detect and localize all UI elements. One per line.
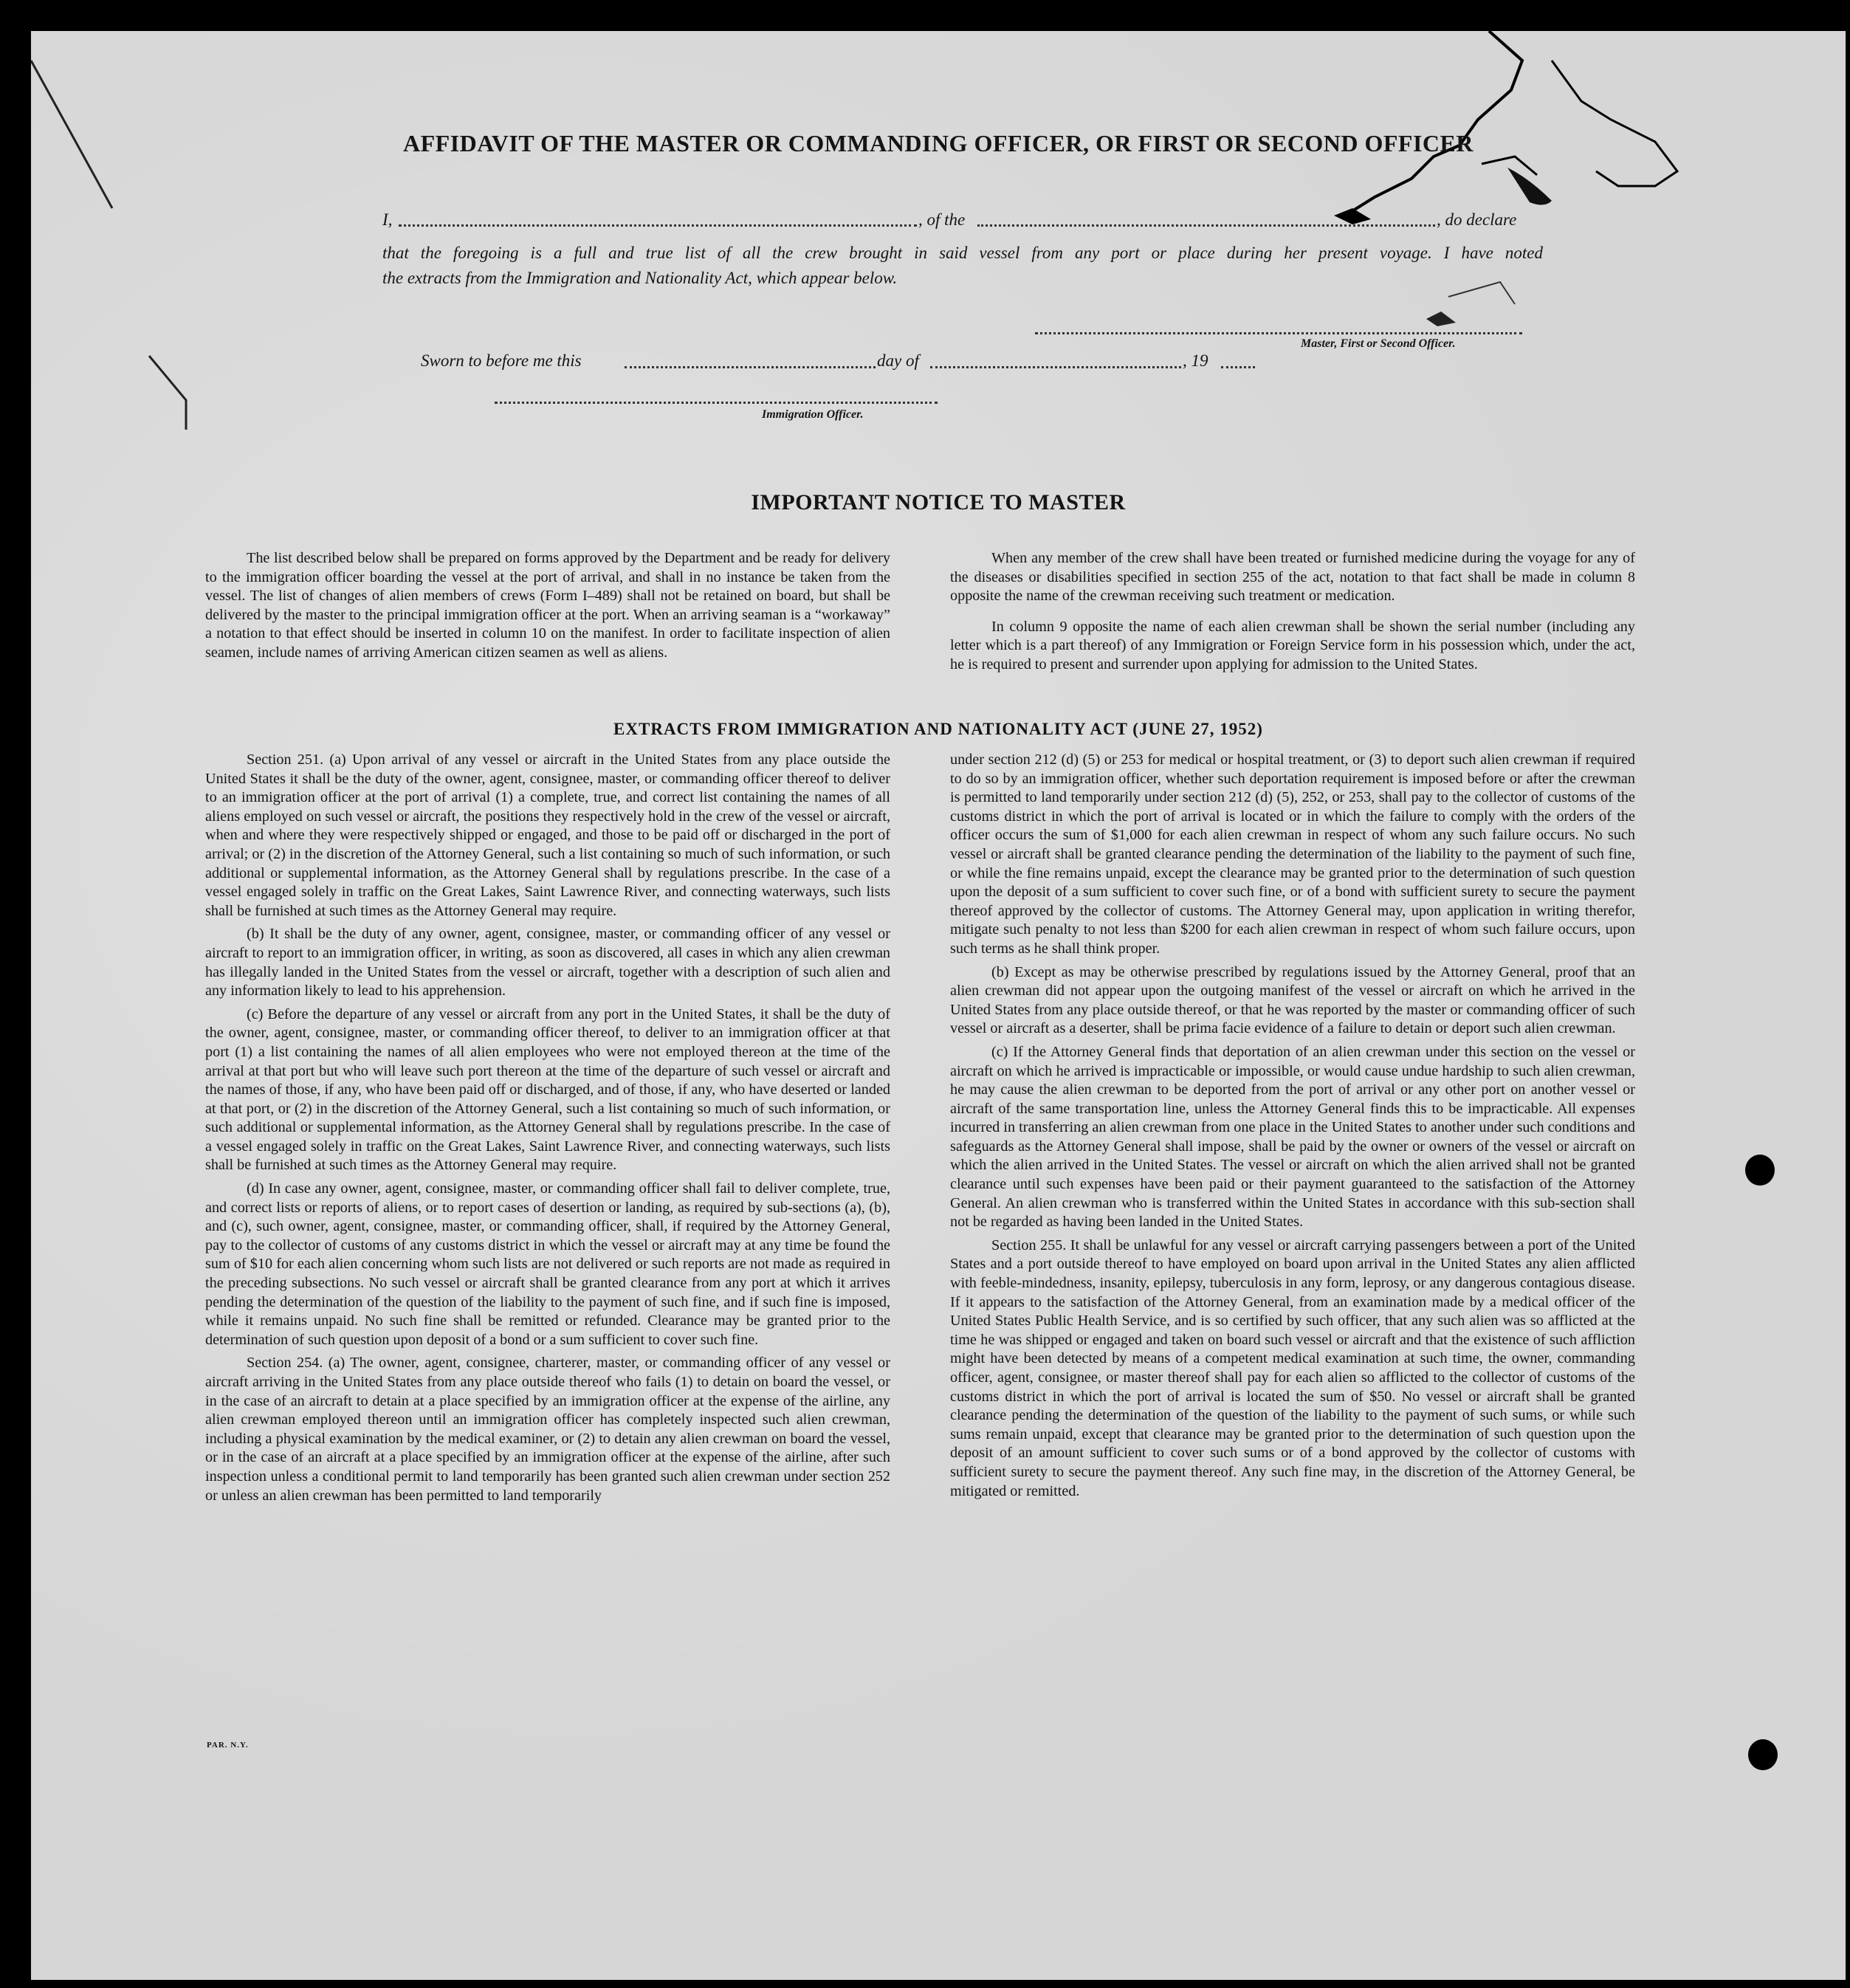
section-251c: (c) Before the departure of any vessel or aircraft from any port in the United States, it shall be the duty of the owner, agent, consignee, master, or commanding officer thereof, to deliver to an immigration officer at that port (1) a list containing the names of all alien employees who were not employed thereon at the time of the arrival at that port but who will leave such port thereon at the time of the departure of such vessel or aircraft and the names of those, if any, who have been paid off or discharged, and of those, if any, who have deserted or landed at that port, or (2) in the discretion of the Attorney General, such a list containing so much of such information, or such additional or supplemental information, as the Attorney General shall by regulations prescribe. In the case of a vessel engaged solely in traffic on the Great Lakes, Saint Lawrence River, and connecting waterways, such lists shall be furnished at such times as the Attorney General may require. [205,1005,890,1174]
printer-mark: PAR. N.Y. [207,1741,249,1750]
section-251b: (b) It shall be the duty of any owner, agent, consignee, master, or commanding officer of any vessel or aircraft to report to an immigration officer, in writing, as soon as discovered, all cases in which any alien crewman has illegally landed in the United States from the vessel or aircraft, together with a description of such alien and any information likely to lead to his apprehension. [205,926,890,1000]
notice-right-column [950,549,1635,679]
do-declare-label: , do declare [1437,210,1517,229]
of-the-label: , of the [918,210,966,229]
master-signature-field[interactable] [1035,332,1522,334]
extracts-right-column [950,751,1635,1505]
vessel-field[interactable] [977,224,1435,227]
affidavit-line-2: the extracts from the Immigration and Nationality Act, which appear below. [382,269,898,287]
sworn-month-field[interactable] [930,366,1181,368]
section-255: Section 255. It shall be unlawful for any vessel or aircraft carrying passengers between a port of the United States and a port outside thereof to have employed on board upon arrival in the United States any alien afflicted with feeble-mindedness, insanity, epilepsy, tuberculosis in any form, leprosy, or any dangerous contagious disease. If it appears to the satisfaction of the Attorney General, from an examination made by a medical officer of the United States Public Health Service, and is so certified by such officer, that any such alien was so afflicted at the time he was shipped or engaged and taken on board such vessel or aircraft and that the existence of such affliction might have been detected by means of a competent medical examination at such time, the owner, commanding officer, agent, consignee, or master thereof shall pay for each alien so afflicted to the collector of customs of the customs district in which the port of arrival is located the sum of $50. No vessel or aircraft shall be granted clearance pending the determination of the question of the liability to the payment of such sums, or while such sums remain unpaid, except that clearance may be granted prior to the determination of such question upon the deposit of an amount sufficient to cover such sums or of a bond approved by the collector of customs with sufficient surety to secure the payment thereof. Any such fine may, in the discretion of the Attorney General, be mitigated or remitted. [950,1237,1635,1499]
section-251a: Section 251. (a) Upon arrival of any vessel or aircraft in the United States from any place outside the United States it shall be the duty of the owner, agent, consignee, master, or commanding officer thereof to deliver to an immigration officer at the port of arrival (1) a complete, true, and correct list containing the names of all aliens employed on such vessel or aircraft, the positions they respectively hold in the crew of the vessel or aircraft, when and where they were respectively shipped or engaged, and those to be paid off or discharged in the port of arrival; or (2) in the discretion of the Attorney General, such a list containing so much of such information, or such additional or supplemental information, as the Attorney General shall by regulations prescribe. In the case of a vessel engaged solely in traffic on the Great Lakes, Saint Lawrence River, and connecting waterways, such lists shall be furnished at such times as the Attorney General may require. [205,751,890,919]
year-label: , 19 [1183,351,1208,370]
section-254b: (b) Except as may be otherwise prescribed by regulations issued by the Attorney General, proof that an alien crewman did not appear upon the outgoing manifest of the vessel or aircraft on which he arrived in the United States from any place outside thereof, or that he was reported by the master or commanding officer of such vessel or aircraft as a deserter, shall be prima facie evidence of a failure to detain or deport such alien crewman. [950,963,1635,1037]
day-of-label: day of [877,351,919,370]
notice-right-paragraph-1: When any member of the crew shall have been treated or furnished medicine during the voyage for any of the diseases or disabilities specified in section 255 of the act, notation to that fact shall be made in column 8 opposite the name of the crewman receiving such treatment or medication. [950,550,1635,605]
section-254a-continued: under section 212 (d) (5) or 253 for medical or hospital treatment, or (3) to deport such alien crewman if required to do so by an immigration officer, whether such deportation requirement is imposed before or after the crewman is permitted to land temporarily under section 212 (d) (5), 252, or 253, shall pay to the collector of customs of the customs district in which the port of arrival is located or in which the failure to comply with the orders of the officer occurs the sum of $1,000 for each alien crewman in respect of whom any such failure occurs. No such vessel or aircraft shall be granted clearance pending the determination of the liability to the payment of such fine, or while the fine remains unpaid, except the clearance may be granted prior to the determination of such question upon the deposit of a sum sufficient to cover such fine, or of a bond with sufficient surety to secure the payment thereof approved by the collector of customs. The Attorney General may, upon application in writing therefor, mitigate such penalty to not less than $200 for each alien crewman in respect of whom such failure occurs, upon such terms as he shall think proper. [950,751,1635,957]
sworn-label: Sworn to before me this [421,351,582,370]
section-254c: (c) If the Attorney General finds that deportation of an alien crewman under this section on the vessel or aircraft on which he arrived is impracticable or impossible, or would cause undue hardship to such alien crewman, he may cause the alien crewman to be deported from the port of arrival or any other port on another vessel or aircraft of the same transportation line, unless the Attorney General finds this to be impracticable. All expenses incurred in transferring an alien crewman from one place in the United States to another under such conditions and safeguards as the Attorney General shall impose, shall be paid by the owner or owners of the vessel or aircraft on which the alien arrived in the United States. The vessel or aircraft on which the alien arrived shall not be granted clearance until such expenses have been paid or their payment guaranteed to the satisfaction of the Attorney General. An alien crewman who is transferred within the United States in accordance with this sub-section shall not be regarded as having been landed in the United States. [950,1043,1635,1231]
officer-caption: Immigration Officer. [762,408,864,421]
sworn-year-field[interactable] [1221,366,1255,368]
sworn-day-field[interactable] [625,366,876,368]
notice-left-paragraph: The list described below shall be prepared on forms approved by the Department and be ready for delivery to the immigration officer boarding the vessel at the port of arrival, and shall in no instance be taken from the vessel. The list of changes of alien members of crews (Form I–489) shall not be retained on board, but shall be delivered by the master to the principal immigration officer at the port. When an arriving seaman is a “workaway” a notation to that effect should be inserted in column 10 on the manifest. In order to facilitate inspection of alien seamen, include names of arriving American citizen seamen as well as aliens. [205,550,890,661]
section-254a: Section 254. (a) The owner, agent, consignee, charterer, master, or commanding officer of any vessel or aircraft arriving in the United States from any place outside thereof who fails (1) to detain on board the vessel, or in the case of an aircraft to detain at a place specified by an immigration officer at the expense of the airline, any alien crewman employed thereon until an immigration officer has completely inspected such alien crewman, including a physical examination by the medical examiner, or (2) to detain any alien crewman on board the vessel, or in the case of an aircraft at a place specified by an immigration officer at the expense of the airline, after such inspection unless a conditional permit to land temporarily has been granted such alien crewman under section 252 or unless an alien crewman has been permitted to land temporarily [205,1355,890,1504]
officer-signature-field[interactable] [495,402,938,404]
notice-title: IMPORTANT NOTICE TO MASTER [751,490,1126,515]
section-251d: (d) In case any owner, agent, consignee, master, or commanding officer shall fail to deliver complete, true, and correct lists or reports of aliens, or to report cases of desertion or landing, as required by sub-sections (a), (b), and (c), such owner, agent, consignee, master, or commanding officer, shall, if required by the Attorney General, pay to the collector of customs of any customs district in which the vessel or aircraft may at any time be found the sum of $10 for each alien concerning whom such lists are not delivered or such reports are not made as required in the preceding subsections. No such vessel or aircraft shall be granted clearance from any port at which it arrives pending the determination of the question of the liability to the payment of such fine, and if such fine is imposed, while it remains unpaid. No such fine shall be remitted or refunded. Clearance may be granted prior to the determination of such question upon deposit of a bond or a sum sufficient to cover such fine. [205,1180,890,1348]
document-page [31,31,1846,1980]
affidavit-i-label: I, [382,210,393,229]
punch-hole-upper [1745,1155,1775,1186]
affidavit-line-1: that the foregoing is a full and true list of all the crew brought in said vessel from any port or place during her present voyage. I have noted [382,244,1543,262]
affidavit-title: AFFIDAVIT OF THE MASTER OR COMMANDING OFFICER, OR FIRST OR SECOND OFFICER [403,130,1474,157]
extracts-left-column [205,751,890,1510]
name-field[interactable] [399,224,917,227]
notice-right-paragraph-2: In column 9 opposite the name of each alien crewman shall be shown the serial number (including any letter which is a part thereof) of any Immigration or Foreign Service form in his possession which, under the act, he is required to present and surrender upon applying for admission to the United States. [950,618,1635,673]
notice-left-column [205,549,890,667]
extracts-title: EXTRACTS FROM IMMIGRATION AND NATIONALITY ACT (JUNE 27, 1952) [613,720,1263,738]
punch-hole-lower [1748,1739,1778,1770]
master-caption: Master, First or Second Officer. [1301,337,1456,350]
